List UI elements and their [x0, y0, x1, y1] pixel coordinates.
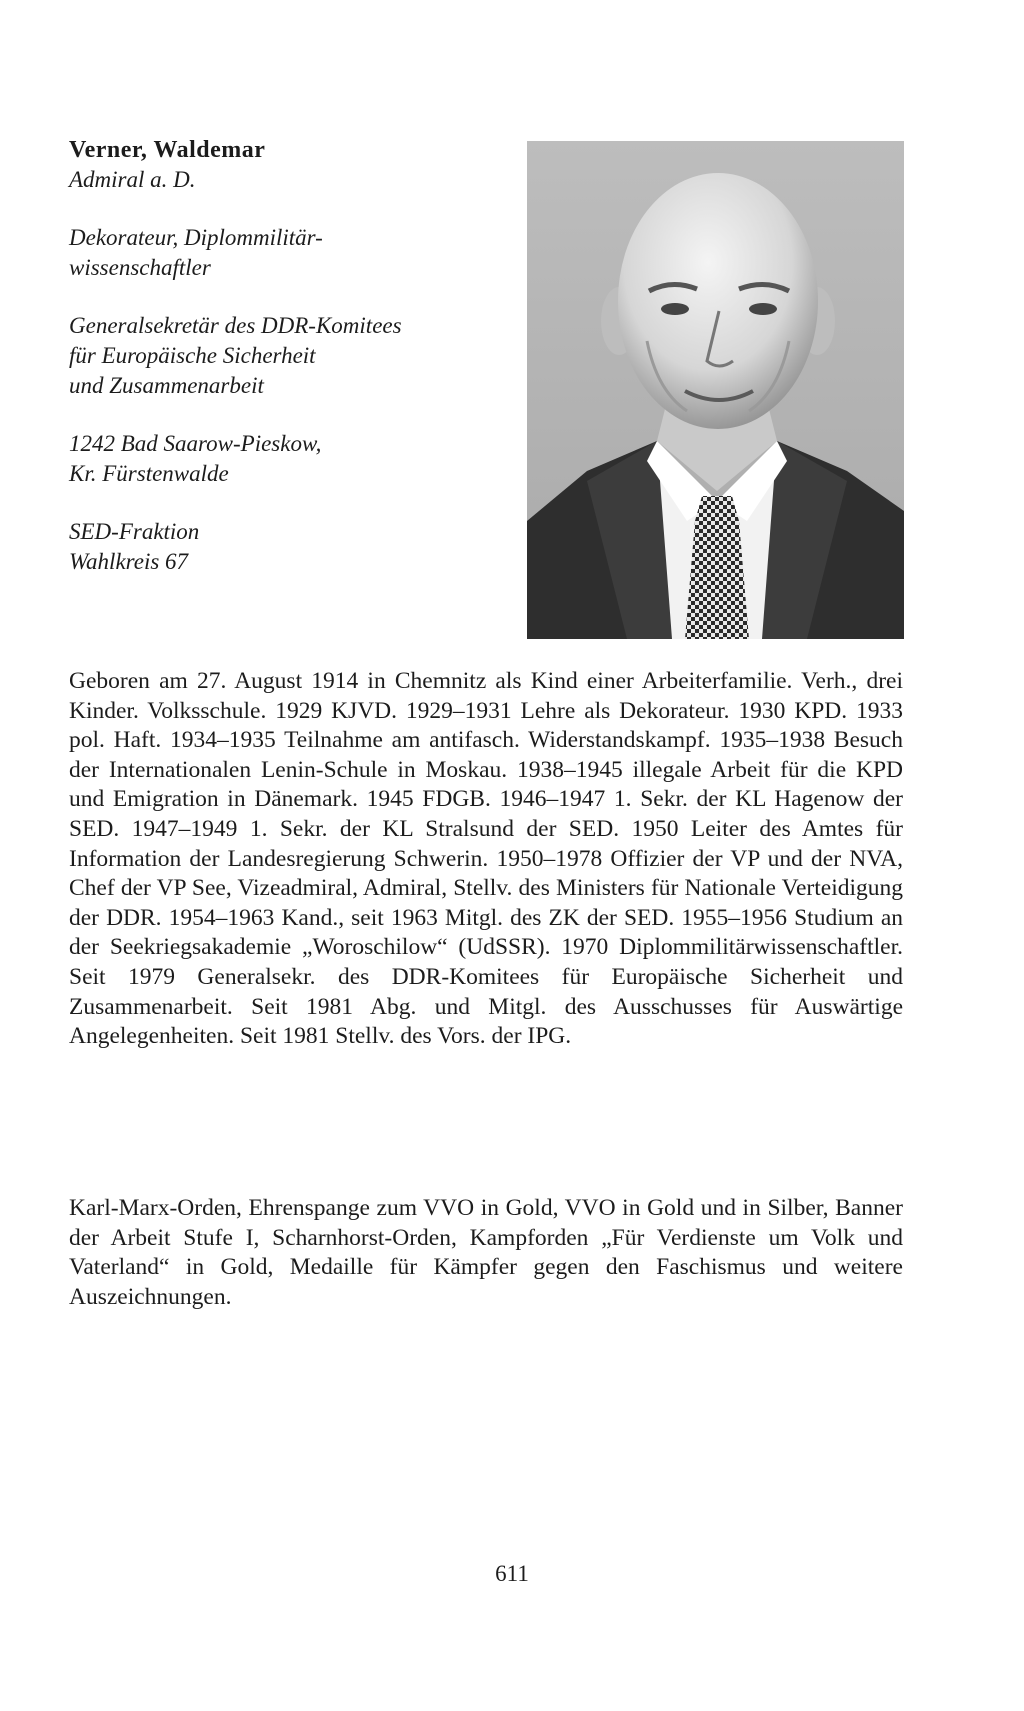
position-line: Generalsekretär des DDR-Komitees — [69, 313, 402, 338]
profession-line: Dekorateur, Diplommilitär- — [69, 225, 323, 250]
profession-group — [69, 223, 509, 283]
biography-text: Geboren am 27. August 1914 in Chemnitz als Kind einer Arbeiterfamilie. Verh., drei Kinder. Volksschule. 1929 KJVD. 1929–1931 Lehre als Dekorateur. 1930 KPD. 1933 pol. Haft. 1934–1935 Teilnahme am antifasch. Widerstandskampf. 1935–1938 Besuch der Internationalen Lenin-Schule in Moskau. 1938–1945 illegale Arbeit für die KPD und Emigration in Dänemark. 1945 FDGB. 1946–1947 1. Sekr. der KL Hagenow der SED. 1947–1949 1. Sekr. der KL Stralsund der SED. 1950 Leiter des Amtes für Information der Landesregierung Schwerin. 1950–1978 Offizier der VP und der NVA, Chef der VP See, Vizeadmiral, Admiral, Stellv. des Ministers für Nationale Verteidigung der DDR. 1954–1963 Kand., seit 1963 Mitgl. des ZK der SED. 1955–1956 Studium an der Seekriegsakademie „Woroschilow“ (UdSSR). 1970 Diplommilitärwissenschaftler. Seit 1979 Generalsekr. des DDR-Komitees für Europäische Sicherheit und Zusammenarbeit. Seit 1981 Abg. und Mitgl. des Ausschusses für Auswärtige Angelegenheiten. Seit 1981 Stellv. des Vors. der IPG. — [69, 668, 903, 1050]
name-group — [69, 136, 509, 195]
address-line: Kr. Fürstenwalde — [69, 461, 229, 486]
person-name: Verner, Waldemar — [69, 137, 266, 163]
awards-text: Karl-Marx-Orden, Ehrenspange zum VVO in Gold, VVO in Gold und in Silber, Banner der Arbeit Stufe I, Scharnhorst-Orden, Kampforden „Für Verdienste um Volk und Vaterland“ in Gold, Medaille für Kämpfer gegen den Faschismus und weitere Auszeichnungen. — [69, 1195, 903, 1310]
page-number: 611 — [495, 1561, 529, 1586]
profession-line: wissenschaftler — [69, 255, 211, 280]
address-group — [69, 429, 509, 489]
position-line: und Zusammenarbeit — [69, 373, 264, 398]
constituency: Wahlkreis 67 — [69, 549, 189, 574]
person-rank: Admiral a. D. — [69, 167, 196, 192]
faction: SED-Fraktion — [69, 519, 200, 544]
portrait-photo — [527, 141, 904, 639]
position-group — [69, 311, 509, 401]
address-line: 1242 Bad Saarow-Pieskow, — [69, 431, 322, 456]
entry-header — [69, 136, 509, 577]
faction-group — [69, 517, 509, 577]
position-line: für Europäische Sicherheit — [69, 343, 316, 368]
portrait-illustration — [527, 141, 904, 639]
